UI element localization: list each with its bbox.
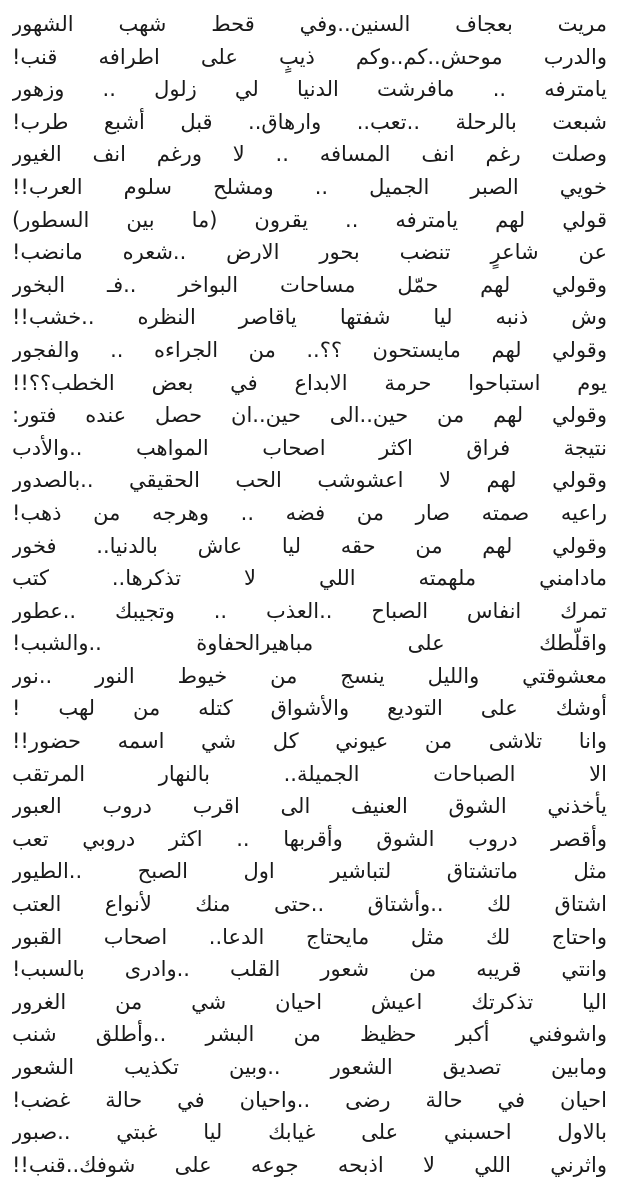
poem-line: وقولي لهم لا اعشوشب الحب الحقيقي ..بالصدور [12, 468, 607, 493]
poem-line: ومابين تصديق الشعور ..وبين تكذيب الشعور [12, 1055, 607, 1079]
poem-line: عن شاعرٍ تنضب بحور الارض ..شعره مانضب! [12, 240, 607, 265]
poem-line: وقولي لهم من حقه ليا عاش بالدنيا.. فخور [12, 533, 607, 558]
poem-line: أوشك على التوديع والأشواق كتله من لهب ! [12, 696, 607, 721]
poem-line: وش ذنبه ليا شفتها ياقاصر النظره ..خشب!! [12, 305, 607, 330]
poem-text [12, 8, 607, 1200]
poem-line: احيان في حالة رضى ..واحيان في حالة غضب! [12, 1087, 607, 1112]
poem-line: يأخذني الشوق العنيف الى اقرب دروب العبور [12, 794, 607, 819]
poem-line: قولي لهم يامترفه .. يقرون (ما بين السطور) [12, 207, 607, 232]
poem-line: واحتاج لك مثل مايحتاج الدعا.. اصحاب القبور [12, 924, 607, 949]
poem-line: واشوفني أكبر حظيظ من البشر ..وأطلق شنب [12, 1022, 607, 1047]
poem-line: اشتاق لك ..وأشتاق ..حتى منك لأنواع العتب [12, 892, 607, 917]
poem-line: مادامني ملهمته اللي لا تذكرها.. كتب [12, 566, 607, 591]
poem-line: اليا تذكرتك اعيش احيان شي من الغرور [12, 989, 607, 1014]
poem-line: والدرب موحش..كم..وكم ذيبٍ على اطرافه قنب! [12, 44, 607, 69]
poem-line: شبعت بالرحلة ..تعب.. وارهاق.. قبل أشبع طرب! [12, 109, 607, 134]
poem-line: مريت بعجاف السنين..وفي قحط شهب الشهور [12, 12, 607, 36]
poem-line: وأقصر دروب الشوق وأقربها .. اكثر دروبي تعب [12, 826, 607, 851]
poem-line: خويي الصبر الجميل .. ومشلح سلوم العرب!! [12, 174, 607, 199]
poem-line: مثل ماتشتاق لتباشير اول الصبح ..الطيور [12, 859, 607, 884]
poem-line: واقلّطك على مباهيرالحفاوة ..والشبب! [12, 631, 607, 656]
poem-line: واثرني اللي لا اذبحه جوعه على شوفك..قنب!! [12, 1152, 607, 1177]
poem-line: معشوقتي والليل ينسج من خيوط النور ..نور [12, 663, 607, 688]
poem-line: يامترفه .. مافرشت الدنيا لي زلول .. وزهور [12, 77, 607, 102]
poem-line: وقولي لهم حمّل مساحات البواخر ..فـ البخور [12, 272, 607, 297]
poem-line: وانا تلاشى من عيوني كل شي اسمه حضور!! [12, 729, 607, 754]
poem-line: بالاول احسبني على غيابك ليا غبتي ..صبور [12, 1120, 607, 1145]
poem-line: الا الصباحات الجميلة.. بالنهار المرتقب [12, 761, 607, 786]
poem-line: وقولي لهم مايستحون ؟؟.. من الجراءه .. والفجور [12, 337, 607, 362]
poem-line: يوم استباحوا حرمة الابداع في بعض الخطب؟؟!! [12, 370, 607, 395]
poem-line: وقولي لهم من حين..الى حين..ان حصل عنده فتور: [12, 403, 607, 428]
poem-line: وانتي قريبه من شعور القلب ..وادرى بالسبب! [12, 957, 607, 982]
poem-line: تمرك انفاس الصباح ..العذب .. وتجيبك ..عطور [12, 598, 607, 623]
poem-line: وصلت رغم انف المسافه .. لا ورغم انف الغيور [12, 142, 607, 167]
poem-line: نتيجة فراق اكثر اصحاب المواهب ..والأدب [12, 435, 607, 460]
poem-line: راعيه صمته صار من فضه .. وهرجه من ذهب! [12, 500, 607, 525]
